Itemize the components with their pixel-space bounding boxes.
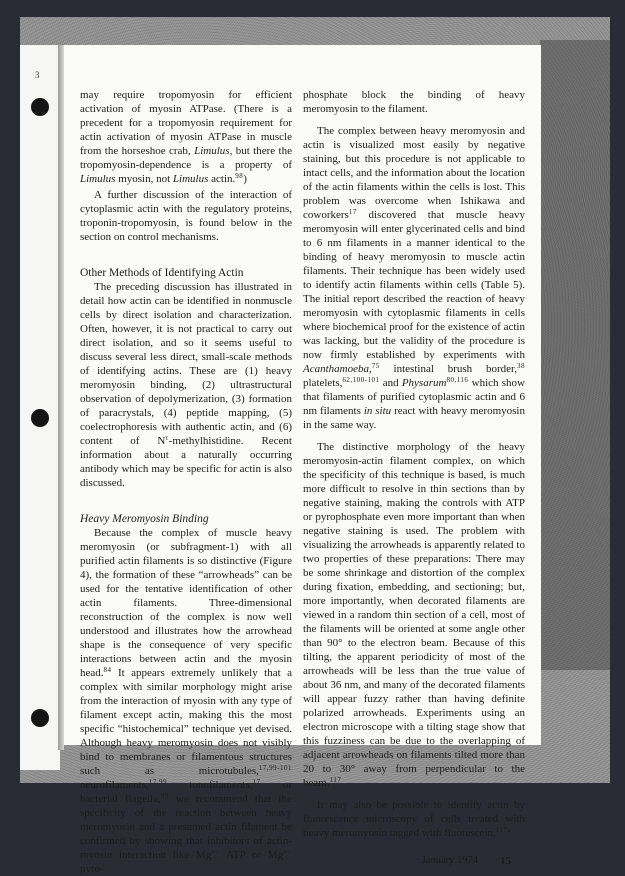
paragraph <box>80 88 292 186</box>
text-run: It appears extremely unlikely that a complex with similar morphology might arise from the interaction of myosin with any type of filament except actin, making this the most specific “histochemical” technique yet devised. Although heavy meromyosin does not visibly bind to membranes or filamentous structures such as microtubules, <box>80 667 292 777</box>
page-number: 15 <box>500 855 511 867</box>
right-column <box>303 88 525 868</box>
text-run: , <box>368 363 372 375</box>
italic-text: Acanthamoeba <box>303 363 369 375</box>
text-run: ATP or Mg <box>220 849 284 861</box>
page-fold <box>58 45 64 750</box>
footnote-reference: 17,99-101 <box>258 764 292 772</box>
text-run: , but there the tropomyosin-dependence is a property of <box>80 145 292 171</box>
footnote-reference: τ <box>165 434 169 442</box>
punch-hole <box>31 98 49 116</box>
paragraph <box>303 798 525 840</box>
footnote-reference: 17,99 <box>148 778 167 786</box>
text-run: Other Methods of Identifying Actin <box>80 267 244 279</box>
text-run: Because the complex of muscle heavy meromyosin (or subfragment-1) with all purified actin filaments is so distinctive (Figure 4), the formation of these “arrowheads” can be used for the tentative identification of other actin filaments. Three-dimensional reconstruction of the complex is now well understood and illustrates how the arrowhead shape is the consequence of very specific interactions between actin and the myosin head. <box>80 527 292 679</box>
footnote-reference: 84 <box>103 666 112 674</box>
footnote-reference: 62,100-101 <box>342 376 380 384</box>
text-run: The complex between heavy meromyosin and actin is visualized most easily by negative staining, but this procedure is not applicable to intact cells, and the information about the location of the actin filaments within the cells is lost. This problem was overcome when Ishikawa and coworkers <box>303 125 525 221</box>
text-run: phosphate block the binding of heavy meromyosin to the filament. <box>303 89 525 115</box>
paragraph <box>80 280 292 490</box>
text-run: -methylhistidine. Recent information about a naturally occurring antibody which may be specific for actin is also discussed. <box>80 435 292 489</box>
footnote-reference: ++ <box>211 848 221 856</box>
text-run: pyro- <box>80 863 104 875</box>
scan-shadow <box>540 40 610 670</box>
text-run: actin. <box>208 173 236 185</box>
text-run: we recommend that the specificity of the reaction between heavy meromyosin and a presumed actin filament be confirmed by showing that inhibitors of actin-myosin interaction like Mg <box>80 793 292 861</box>
footnote-reference: 80,116 <box>446 376 469 384</box>
section-heading <box>80 266 292 280</box>
text-run: myosin, not <box>115 173 173 185</box>
footnote-reference: 75 <box>371 362 380 370</box>
italic-text: in situ <box>363 405 392 417</box>
text-run: It may also be possible to identify actin by fluorescence microscopy of cells treated with heavy meromyosin tagged with fluorescein, <box>303 799 525 839</box>
paragraph <box>80 188 292 244</box>
paragraph <box>80 526 292 876</box>
italic-text: Limulus <box>172 173 209 185</box>
footnote-reference: 17 <box>252 778 261 786</box>
text-run: which show that filaments of purified cytoplasmic actin and 6 nm filaments <box>303 377 525 417</box>
text-run: ) <box>243 173 247 185</box>
punch-hole <box>31 409 49 427</box>
footnote-reference: ++ <box>283 848 292 856</box>
text-run: A further discussion of the interaction of cytoplasmic actin with the regulatory proteins, troponin-tropomyosin, is found below in the section on control mechanisms. <box>80 189 292 243</box>
paragraph <box>303 88 525 116</box>
issue-date: January 1974 <box>421 855 478 866</box>
footnote-reference: 99 <box>160 792 169 800</box>
footnote-reference: 117a <box>495 826 512 834</box>
text-run: The preceding discussion has illustrated in detail how actin can be identified in nonmuscle cells by direct isolation and characterization. Often, however, it is not practical to carry out direct isolation, and so it seems useful to discuss several less direct, small-scale methods of identifying actins. These are (1) heavy meromyosin binding, (2) ultrastructural observation of depolymerization, (3) formation of paracrystals, (4) peptide mapping, (5) coelectrophoresis with authentic actin, and (6) content of N <box>80 281 292 447</box>
punch-hole <box>31 709 49 727</box>
text-run: tonofilaments, <box>166 779 253 791</box>
footnote-reference: 38 <box>517 362 525 370</box>
text-run: Heavy Meromyosin Binding <box>80 513 209 525</box>
text-run: may require tropomyosin for efficient activation of myosin ATPase. (There is a precedent for a tropomyosin requirement for actin activation of myosin ATPase in muscle from the horseshoe crab, <box>80 89 292 157</box>
binder-strip <box>20 45 60 770</box>
left-column <box>80 88 292 876</box>
subsection-heading <box>80 512 292 526</box>
text-run: neurofilaments, <box>80 779 149 791</box>
paragraph <box>303 440 525 790</box>
italic-text: Limulus <box>80 173 116 185</box>
italic-text: Physarum <box>401 377 447 389</box>
footnote-reference: 17 <box>348 208 357 216</box>
text-run: discovered that muscle heavy meromyosin will enter glycerinated cells and bind to 6 nm filaments in a manner identical to the binding of heavy meromyosin to muscle actin filaments. Their technique has been widely used to identify actin filaments within cells (Table 5). The initial report described the reaction of heavy meromyosin with cytoplasmic filaments in cells where biochemical proof for the existence of actin was lacking, but the validity of the procedure is now firmly established by experiments with <box>303 209 525 361</box>
text-run: or bacterial flagella, <box>80 779 292 805</box>
text-run: react with heavy meromyosin in the same way. <box>303 405 525 431</box>
page-footer <box>303 854 525 868</box>
text-run: and <box>379 377 402 389</box>
footnote-reference: 117 <box>329 776 342 784</box>
text-run: platelets, <box>303 377 343 389</box>
paragraph <box>303 124 525 432</box>
margin-mark: 3 <box>35 70 40 80</box>
footnote-reference: 98 <box>235 172 244 180</box>
italic-text: Limulus <box>194 145 230 157</box>
text-run: intestinal brush border, <box>379 363 517 375</box>
text-run: The distinctive morphology of the heavy meromyosin-actin filament complex, on which the specificity of this technique is based, is much more difficult to resolve in thin sections than by negative staining, making the controls with ATP or pyrophosphate even more important than when negative staining is used. The problem with visualizing the arrowheads is apparently related to two properties of these preparations: There may be some shrinkage and distortion of the complex during fixation, embedding, and sectioning; but, more importantly, when decorated filaments are viewed in a random thin section of a cell, most of the filaments will be oriented at some angle other than 90° to the electron beam. Because of this tilting, the apparent periodicity of most of the arrowheads will be less than the true value of about 36 nm, and many of the decorated filaments will appear fuzzy rather than having definite polarized arrowheads. Experiments using an electron microscope with a tilting stage show that this fuzziness can be due to the overlapping of adjacent arrowheads on filaments tilted more than 20 to 30° away from perpendicular to the beam. <box>303 441 525 789</box>
